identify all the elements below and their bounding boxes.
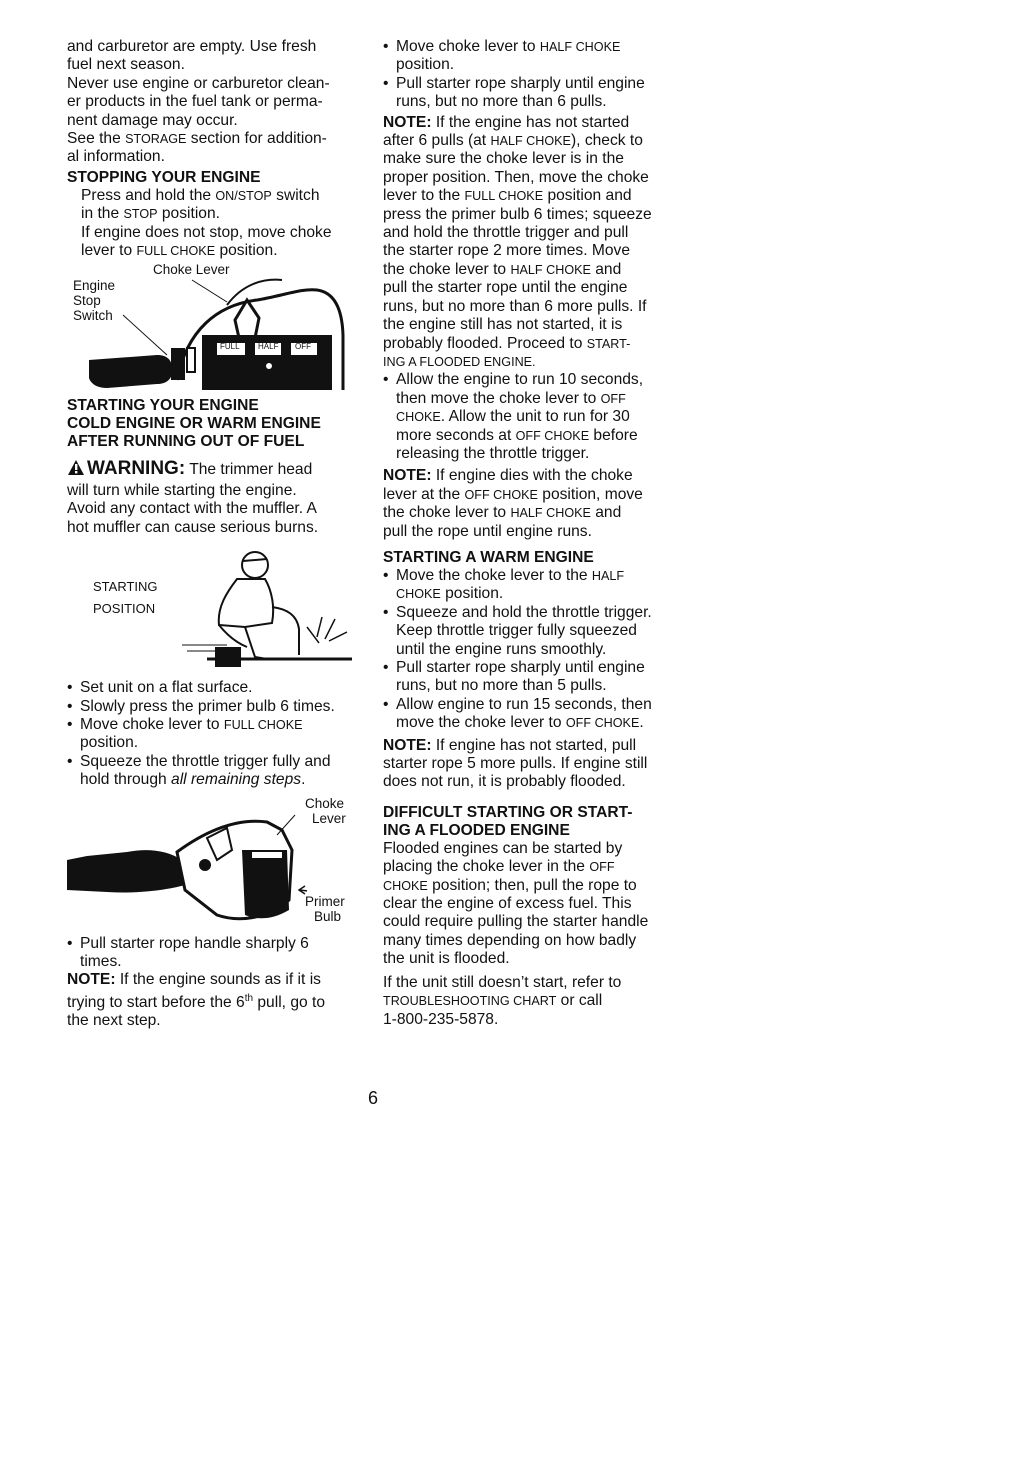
paragraph: If engine does not stop, move choke lever to FULL CHOKE position. bbox=[81, 223, 332, 260]
label-choke: Choke bbox=[305, 795, 345, 811]
list-item: • Allow the engine to run 10 seconds, then move the choke lever to OFF CHOKE. Allow the unit to run for 30 more seconds at OFF CHOKE before releasing the throttle trigger. bbox=[383, 371, 673, 463]
label-full: FULL bbox=[220, 342, 240, 352]
list-item: • Pull starter rope sharply until engine runs, but no more than 5 pulls. bbox=[383, 659, 673, 696]
label-position: POSITION bbox=[93, 601, 156, 617]
label-half: HALF bbox=[258, 342, 279, 352]
page-number: 6 bbox=[367, 1088, 378, 1108]
label-switch: Switch bbox=[73, 308, 113, 324]
figure-starting-position bbox=[67, 547, 357, 679]
label-lever: Lever bbox=[312, 810, 346, 826]
warning-paragraph: WARNING: The trimmer head will turn while starting the engine. Avoid any contact with the muffler. A hot muffler can cause serious burns. bbox=[67, 458, 319, 536]
list-item: • Pull starter rope handle sharply 6 times. bbox=[67, 935, 357, 972]
kneeling-operator-illustration bbox=[67, 547, 357, 679]
figure-choke-primer bbox=[67, 790, 357, 935]
label-starting: STARTING bbox=[93, 579, 158, 595]
section-heading-warm-engine: STARTING A WARM ENGINE bbox=[383, 548, 594, 566]
list-item: • Pull starter rope sharply until engine runs, but no more than 6 pulls. bbox=[383, 75, 673, 112]
section-heading-stopping: STOPPING YOUR ENGINE bbox=[67, 168, 261, 186]
list-item: • Allow engine to run 15 seconds, then move the choke lever to OFF CHOKE. bbox=[383, 696, 673, 733]
label-off: OFF bbox=[295, 342, 311, 352]
list-item: • Move choke lever to HALF CHOKE position. bbox=[383, 38, 673, 75]
note-paragraph: NOTE: If the engine sounds as if it is trying to start before the 6th pull, go to the next step. bbox=[67, 971, 326, 1030]
paragraph: and carburetor are empty. Use fresh fuel next season. bbox=[67, 38, 317, 74]
warning-icon bbox=[67, 459, 87, 481]
section-heading-starting: STARTING YOUR ENGINE COLD ENGINE OR WARM ENGINE AFTER RUNNING OUT OF FUEL bbox=[67, 397, 321, 451]
label-primer: Primer bbox=[305, 893, 345, 909]
label-choke-lever: Choke Lever bbox=[153, 262, 230, 278]
note-paragraph: NOTE: If engine has not started, pull starter rope 5 more pulls. If engine still does not run, it is probably flooded. bbox=[383, 736, 648, 791]
note-paragraph: NOTE: If the engine has not started after 6 pulls (at HALF CHOKE), check to make sure the choke lever is in the proper position. Then, move the choke lever to the FULL CHOKE position and press the primer bulb 6 times; squeeze and hold the throttle trigger and pull the starter rope 2 more times. Move the choke lever to HALF CHOKE and pull the starter rope until the engine runs, but no more than 6 more pulls. If the engine still has not started, it is probably flooded. Proceed to START- ING A FLOODED ENGINE. bbox=[383, 113, 652, 369]
note-paragraph: NOTE: If engine dies with the choke lever at the OFF CHOKE position, move the choke lever to HALF CHOKE and pull the rope until engine runs. bbox=[383, 467, 643, 540]
list-item: • Move choke lever to FULL CHOKE position. bbox=[67, 716, 357, 753]
paragraph: Flooded engines can be started by placing the choke lever in the OFF CHOKE position; then, pull the rope to clear the engine of excess fuel. This could require pulling the starter handle many times depending on how badly the unit is flooded. bbox=[383, 839, 649, 968]
list-item: • Squeeze the throttle trigger fully and hold through all remaining steps. bbox=[67, 753, 357, 790]
label-bulb: Bulb bbox=[314, 908, 342, 924]
figure-choke-lever-stop-switch bbox=[67, 260, 357, 395]
label-engine: Engine bbox=[73, 278, 116, 294]
paragraph: See the STORAGE section for addition- al information. bbox=[67, 130, 327, 166]
list-item: • Slowly press the primer bulb 6 times. bbox=[67, 698, 357, 716]
left-column bbox=[67, 38, 357, 1031]
engine-housing-illustration bbox=[67, 790, 307, 935]
paragraph: Never use engine or carburetor clean- er products in the fuel tank or perma- nent damage may occur. bbox=[67, 74, 330, 129]
paragraph: If the unit still doesn’t start, refer to TROUBLESHOOTING CHART or call 1-800-235-5878. bbox=[383, 973, 622, 1028]
label-stop: Stop bbox=[73, 293, 101, 309]
list-item: • Set unit on a flat surface. bbox=[67, 679, 357, 697]
paragraph: Press and hold the ON/STOP switch in the STOP position. bbox=[81, 186, 320, 223]
list-item: • Squeeze and hold the throttle trigger. Keep throttle trigger fully squeezed until the engine runs smoothly. bbox=[383, 604, 673, 659]
right-column bbox=[383, 38, 673, 1029]
list-item: • Move the choke lever to the HALF CHOKE position. bbox=[383, 567, 673, 604]
section-heading-flooded-engine: DIFFICULT STARTING OR START- ING A FLOODED ENGINE bbox=[383, 803, 633, 839]
choke-lever-illustration bbox=[67, 260, 347, 395]
